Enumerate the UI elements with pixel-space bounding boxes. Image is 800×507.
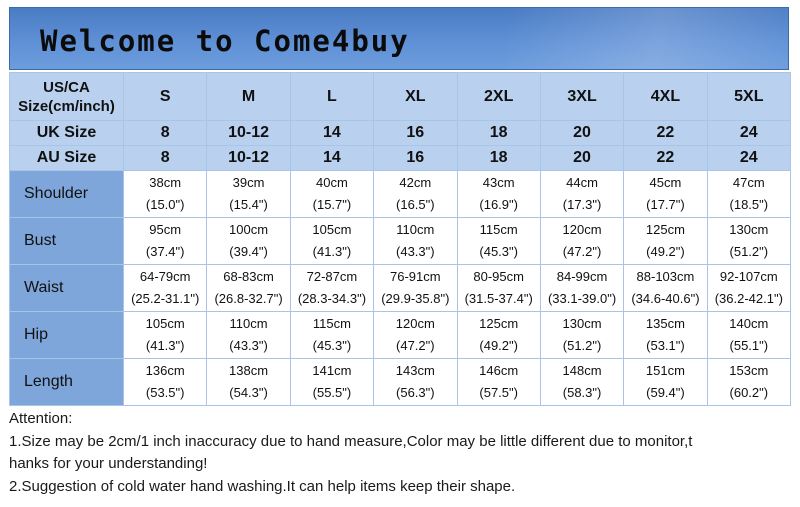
- banner-title: Welcome to Come4buy: [40, 24, 410, 58]
- uk-size-row: [10, 121, 791, 146]
- cm-value: 72-87cm: [306, 269, 358, 284]
- measurement-cell: [540, 171, 623, 218]
- inch-value: (47.2"): [396, 338, 435, 353]
- measurement-cell: [624, 312, 707, 359]
- cm-value: 39cm: [232, 175, 265, 190]
- cm-value: 125cm: [645, 222, 685, 237]
- inch-value: (16.5"): [396, 197, 435, 212]
- cm-value: 64-79cm: [139, 269, 191, 284]
- cm-value: 138cm: [229, 363, 269, 378]
- cm-value: 120cm: [562, 222, 602, 237]
- measurement-row-hip: [10, 312, 791, 359]
- cm-value: 42cm: [399, 175, 432, 190]
- measurement-cell: [457, 265, 540, 312]
- cm-value: 84-99cm: [556, 269, 608, 284]
- cm-value: 95cm: [149, 222, 182, 237]
- au-size-cell: 10-12: [207, 146, 290, 171]
- measurement-label: Bust: [10, 218, 124, 265]
- inch-value: (60.2"): [729, 385, 769, 400]
- cm-value: 151cm: [645, 363, 685, 378]
- au-size-cell: 16: [374, 146, 457, 171]
- measurement-cell: [124, 359, 207, 406]
- inch-value: (18.5"): [729, 197, 769, 212]
- us-ca-label: US/CA: [43, 78, 90, 96]
- inch-value: (15.4"): [229, 197, 268, 212]
- inch-value: (37.4"): [145, 244, 185, 259]
- uk-size-cell: 10-12: [207, 121, 290, 146]
- measurement-cell: [124, 265, 207, 312]
- cm-value: 100cm: [229, 222, 269, 237]
- au-size-cell: 22: [624, 146, 707, 171]
- measurement-cell: [124, 312, 207, 359]
- inch-value: (51.2"): [562, 338, 602, 353]
- attention-heading: Attention:: [9, 410, 73, 427]
- inch-value: (41.3"): [312, 244, 352, 259]
- au-size-cell: 18: [457, 146, 540, 171]
- inch-value: (29.9-35.8"): [381, 291, 450, 306]
- inch-value: (28.3-34.3"): [297, 291, 367, 306]
- au-size-cell: 20: [540, 146, 623, 171]
- cm-value: 45cm: [649, 175, 682, 190]
- measurement-cell: [707, 218, 790, 265]
- au-size-cell: 8: [124, 146, 207, 171]
- measurement-cell: [207, 171, 290, 218]
- uk-size-cell: 16: [374, 121, 457, 146]
- uk-size-header: UK Size: [10, 121, 124, 146]
- cm-value: 44cm: [566, 175, 598, 190]
- cm-value: 80-95cm: [473, 269, 524, 284]
- cm-value: 115cm: [479, 222, 518, 237]
- measurement-cell: [207, 218, 290, 265]
- measurement-cell: [374, 359, 457, 406]
- measurement-cell: [540, 265, 623, 312]
- inch-value: (59.4"): [646, 385, 685, 400]
- measurement-label: Shoulder: [10, 171, 124, 218]
- cm-value: 148cm: [562, 363, 602, 378]
- measurement-cell: [540, 312, 623, 359]
- inch-value: (55.5"): [312, 385, 352, 400]
- inch-value: (41.3"): [145, 338, 185, 353]
- note-line-3: 2.Suggestion of cold water hand washing.It can help items keep their shape.: [9, 477, 516, 495]
- inch-value: (57.5"): [479, 385, 518, 400]
- banner-sheen: [508, 8, 789, 70]
- us-size-cell: L: [290, 73, 373, 121]
- cm-value: 130cm: [562, 316, 602, 331]
- cm-value: 40cm: [316, 175, 348, 190]
- size-unit-label: Size(cm/inch): [18, 97, 115, 115]
- attention-notes: [9, 408, 794, 498]
- cm-value: 136cm: [145, 363, 185, 378]
- measurement-cell: [624, 171, 707, 218]
- inch-value: (58.3"): [562, 385, 602, 400]
- inch-value: (33.1-39.0"): [547, 291, 617, 306]
- size-chart-table: [9, 72, 791, 406]
- inch-value: (43.3"): [229, 338, 268, 353]
- measurement-cell: [207, 265, 290, 312]
- cm-value: 88-103cm: [636, 269, 695, 284]
- inch-value: (25.2-31.1"): [131, 291, 200, 306]
- measurement-cell: [374, 171, 457, 218]
- inch-value: (45.3"): [312, 338, 352, 353]
- cm-value: 110cm: [229, 316, 268, 331]
- measurement-row-shoulder: [10, 171, 791, 218]
- au-size-cell: 24: [707, 146, 790, 171]
- cm-value: 92-107cm: [719, 269, 778, 284]
- measurement-label: Hip: [10, 312, 124, 359]
- inch-value: (16.9"): [479, 197, 518, 212]
- uk-size-cell: 24: [707, 121, 790, 146]
- cm-value: 146cm: [479, 363, 519, 378]
- measurement-row-waist: [10, 265, 791, 312]
- inch-value: (51.2"): [729, 244, 769, 259]
- us-size-cell: 4XL: [624, 73, 707, 121]
- inch-value: (55.1"): [729, 338, 769, 353]
- us-size-cell: XL: [374, 73, 457, 121]
- measurement-row-bust: [10, 218, 791, 265]
- au-size-cell: 14: [290, 146, 373, 171]
- us-size-cell: 2XL: [457, 73, 540, 121]
- measurement-row-length: [10, 359, 791, 406]
- us-size-cell: 5XL: [707, 73, 790, 121]
- cm-value: 105cm: [145, 316, 185, 331]
- us-size-row: [10, 73, 791, 121]
- inch-value: (49.2"): [646, 244, 685, 259]
- inch-value: (43.3"): [396, 244, 435, 259]
- measurement-cell: [124, 218, 207, 265]
- uk-size-cell: 8: [124, 121, 207, 146]
- inch-value: (53.1"): [646, 338, 685, 353]
- au-size-header: AU Size: [10, 146, 124, 171]
- welcome-banner: [9, 7, 789, 70]
- measurement-cell: [707, 171, 790, 218]
- measurement-cell: [457, 171, 540, 218]
- cm-value: 115cm: [312, 316, 351, 331]
- inch-value: (47.2"): [562, 244, 602, 259]
- us-size-cell: M: [207, 73, 290, 121]
- cm-value: 105cm: [312, 222, 352, 237]
- inch-value: (54.3"): [229, 385, 268, 400]
- cm-value: 47cm: [732, 175, 765, 190]
- measurement-cell: [624, 265, 707, 312]
- uk-size-cell: 14: [290, 121, 373, 146]
- au-size-row: [10, 146, 791, 171]
- note-line-1: 1.Size may be 2cm/1 inch inaccuracy due to hand measure,Color may be little different due to monitor,t: [9, 432, 693, 450]
- measurement-cell: [290, 359, 373, 406]
- measurement-cell: [290, 218, 373, 265]
- inch-value: (26.8-32.7"): [214, 291, 283, 306]
- cm-value: 141cm: [312, 363, 352, 378]
- measurement-cell: [540, 218, 623, 265]
- cm-value: 120cm: [395, 316, 435, 331]
- cm-value: 130cm: [729, 222, 769, 237]
- measurement-label: Length: [10, 359, 124, 406]
- inch-value: (36.2-42.1"): [714, 291, 783, 306]
- uk-size-cell: 22: [624, 121, 707, 146]
- inch-value: (53.5"): [145, 385, 185, 400]
- uk-size-cell: 18: [457, 121, 540, 146]
- cm-value: 125cm: [479, 316, 519, 331]
- measurement-cell: [374, 265, 457, 312]
- inch-value: (15.7"): [312, 197, 352, 212]
- inch-value: (17.7"): [646, 197, 685, 212]
- note-line-2: hanks for your understanding!: [9, 455, 208, 472]
- measurement-cell: [374, 312, 457, 359]
- cm-value: 140cm: [729, 316, 769, 331]
- measurement-cell: [290, 265, 373, 312]
- inch-value: (56.3"): [396, 385, 435, 400]
- measurement-cell: [457, 359, 540, 406]
- us-size-cell: 3XL: [540, 73, 623, 121]
- measurement-cell: [207, 312, 290, 359]
- measurement-cell: [124, 171, 207, 218]
- measurement-cell: [707, 265, 790, 312]
- uk-size-cell: 20: [540, 121, 623, 146]
- inch-value: (17.3"): [562, 197, 602, 212]
- cm-value: 76-91cm: [390, 269, 441, 284]
- us-size-cell: S: [124, 73, 207, 121]
- cm-value: 143cm: [395, 363, 435, 378]
- measurement-cell: [290, 312, 373, 359]
- cm-value: 38cm: [149, 175, 182, 190]
- measurement-cell: [457, 218, 540, 265]
- inch-value: (45.3"): [479, 244, 518, 259]
- measurement-cell: [290, 171, 373, 218]
- inch-value: (31.5-37.4"): [464, 291, 533, 306]
- measurement-cell: [374, 218, 457, 265]
- measurement-cell: [624, 359, 707, 406]
- measurement-cell: [707, 312, 790, 359]
- measurement-label: Waist: [10, 265, 124, 312]
- measurement-cell: [207, 359, 290, 406]
- inch-value: (39.4"): [229, 244, 268, 259]
- inch-value: (49.2"): [479, 338, 518, 353]
- cm-value: 68-83cm: [223, 269, 274, 284]
- measurement-cell: [457, 312, 540, 359]
- inch-value: (34.6-40.6"): [631, 291, 700, 306]
- cm-value: 135cm: [645, 316, 685, 331]
- us-ca-header: [10, 73, 124, 121]
- measurement-cell: [707, 359, 790, 406]
- cm-value: 110cm: [396, 222, 435, 237]
- measurement-cell: [540, 359, 623, 406]
- inch-value: (15.0"): [145, 197, 185, 212]
- cm-value: 43cm: [482, 175, 515, 190]
- cm-value: 153cm: [729, 363, 769, 378]
- measurement-cell: [624, 218, 707, 265]
